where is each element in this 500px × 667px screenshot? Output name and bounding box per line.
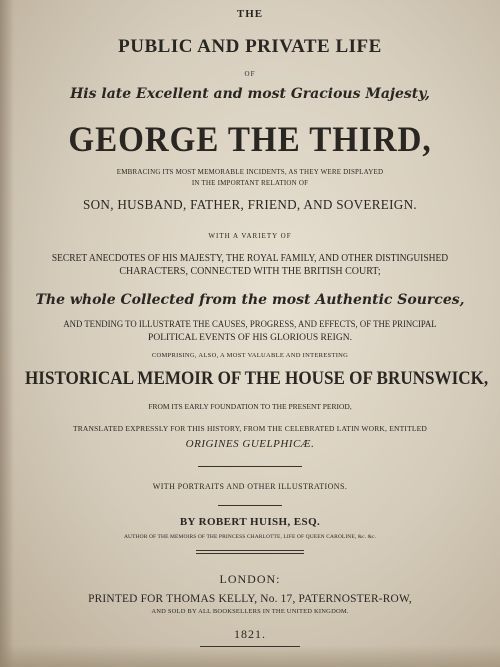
year-line: 1821. — [234, 627, 266, 641]
main-title: PUBLIC AND PRIVATE LIFE — [118, 36, 382, 57]
king-name: GEORGE THE THIRD, — [68, 119, 432, 159]
origines-line: ORIGINES GUELPHICÆ. — [185, 438, 315, 450]
page-bottom-shadow — [0, 645, 500, 667]
late-majesty-line: His late Excellent and most Gracious Majesty, — [70, 86, 430, 102]
translated-line: TRANSLATED EXPRESSLY FOR THIS HISTORY, FROM THE CELEBRATED LATIN WORK, ENTITLED — [72, 424, 428, 433]
anecdotes-line-2: CHARACTERS, CONNECTED WITH THE BRITISH COURT; — [119, 266, 381, 277]
the-label: THE — [236, 8, 264, 20]
author-works-line: AUTHOR OF THE MEMOIRS OF THE PRINCESS CHARLOTTE, LIFE OF QUEEN CAROLINE, &c. &c. — [123, 534, 377, 540]
embracing-line-2: IN THE IMPORTANT RELATION OF — [191, 179, 309, 187]
tending-line-2: POLITICAL EVENTS OF HIS GLORIOUS REIGN. — [148, 333, 352, 343]
anecdotes-line-1: SECRET ANECDOTES OF HIS MAJESTY, THE ROYAL FAMILY, AND OTHER DISTINGUISHED — [51, 253, 449, 264]
of-label: OF — [244, 70, 256, 78]
printed-line: PRINTED FOR THOMAS KELLY, No. 17, PATERNOSTER-ROW, — [88, 591, 412, 605]
separator-rule-1 — [198, 466, 302, 467]
london-line: LONDON: — [219, 572, 281, 586]
separator-rule-4 — [200, 646, 300, 647]
memoir-line: HISTORICAL MEMOIR OF THE HOUSE OF BRUNSWICK, — [25, 368, 489, 389]
embracing-line-1: EMBRACING ITS MOST MEMORABLE INCIDENTS, AS THEY WERE DISPLAYED — [116, 168, 384, 176]
author-line: BY ROBERT HUISH, ESQ. — [179, 516, 321, 528]
tending-line-1: AND TENDING TO ILLUSTRATE THE CAUSES, PROGRESS, AND EFFECTS, OF THE PRINCIPAL — [63, 320, 437, 330]
separator-rule-3 — [196, 550, 304, 554]
separator-rule-2 — [218, 505, 282, 506]
with-variety-label: WITH A VARIETY OF — [208, 232, 292, 240]
portraits-line: WITH PORTRAITS AND OTHER ILLUSTRATIONS. — [152, 482, 348, 491]
sold-line: AND SOLD BY ALL BOOKSELLERS IN THE UNITED KINGDOM. — [151, 608, 349, 615]
comprising-line: COMPRISING, ALSO, A MOST VALUABLE AND INTERESTING — [151, 352, 349, 359]
relations-line: SON, HUSBAND, FATHER, FRIEND, AND SOVEREIGN. — [83, 198, 417, 213]
foundation-line: FROM ITS EARLY FOUNDATION TO THE PRESENT PERIOD, — [148, 402, 352, 411]
sources-line: The whole Collected from the most Authentic Sources, — [35, 292, 465, 308]
